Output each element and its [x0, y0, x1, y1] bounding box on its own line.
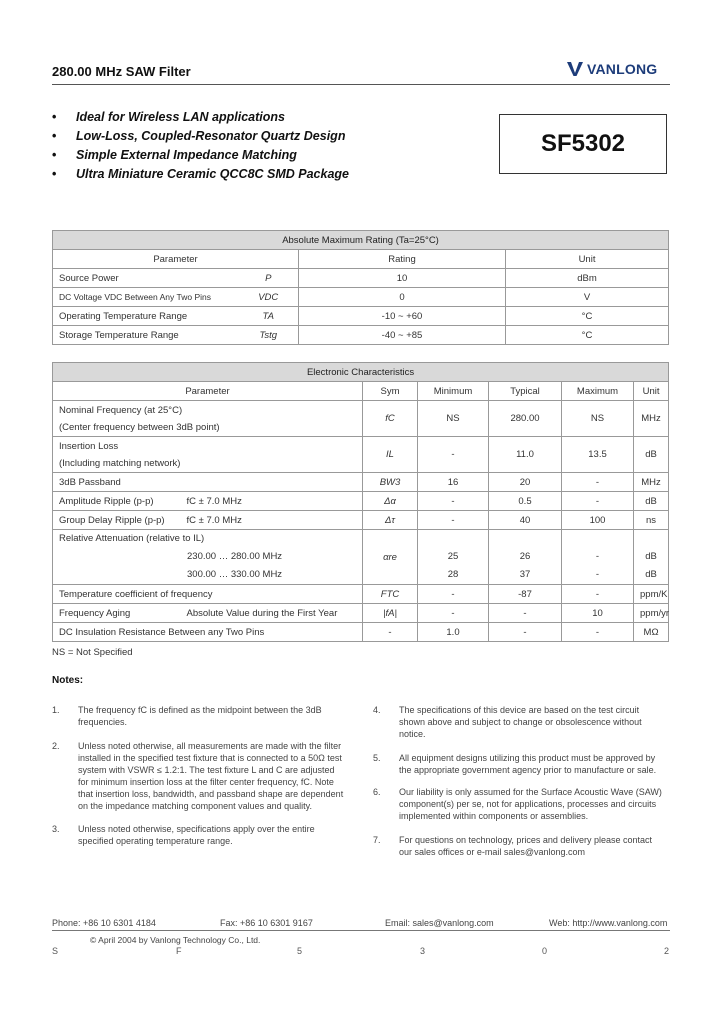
- col-header: Typical: [489, 382, 562, 401]
- note-item: 1. The frequency fC is defined as the midpoint between the 3dB frequencies.: [52, 705, 322, 727]
- table-row: Nominal Frequency (at 25°C) (Center frequency between 3dB point) fC NS 280.00 NS MHz: [53, 401, 669, 437]
- col-header: Parameter: [53, 382, 363, 401]
- col-header: Maximum: [562, 382, 634, 401]
- bullet-icon: •: [52, 110, 57, 124]
- note-item: 5. All equipment designs utilizing this product must be approved by the appropriate government agency prior to manufacture or sale.: [373, 753, 657, 775]
- note-item: 4. The specifications of this device are based on the test circuit shown above and subject to change or obsolescence without notice.: [373, 705, 642, 739]
- table-row: Relative Attenuation (relative to IL) 230.00 … 280.00 MHz 300.00 … 330.00 MHz αre 25 28 26 37 - - dB dB: [53, 530, 669, 585]
- footer-fax: Fax: +86 10 6301 9167: [220, 918, 313, 928]
- part-letter: 5: [297, 946, 303, 956]
- part-letter: 2: [664, 946, 670, 956]
- table-title: Absolute Maximum Rating (Ta=25°C): [53, 231, 669, 250]
- table-row: Operating Temperature Range TA -10 ~ +60 °C: [53, 307, 669, 326]
- table-row: Temperature coefficient of frequency FTC - -87 - ppm/K: [53, 585, 669, 604]
- vanlong-logo-icon: [566, 60, 584, 78]
- note-item: 7. For questions on technology, prices and delivery please contact our sales offices or e-mail sales@vanlong.com: [373, 835, 652, 857]
- table-title: Electronic Characteristics: [53, 363, 669, 382]
- footer-rule: [52, 930, 670, 931]
- table-row: Frequency Aging Absolute Value during the First Year |fA| - - 10 ppm/yr: [53, 604, 669, 623]
- ns-footnote: NS = Not Specified: [52, 647, 133, 658]
- col-header: Minimum: [418, 382, 489, 401]
- footer-web[interactable]: Web: http://www.vanlong.com: [549, 918, 668, 928]
- bullet-icon: •: [52, 148, 57, 162]
- note-item: 2. Unless noted otherwise, all measurements are made with the filter installed in the specified test fixture that is connected to a 50Ω test system with VSWR ≤ 1.2:1. The test fixture L and C are adjusted for minimum insertion loss at the filter center frequency, fC. Note that insertion loss, bandwidth, and passband shape are dependent on the impedance matching component values and quality.: [52, 741, 344, 811]
- notes-heading: Notes:: [52, 675, 84, 686]
- page-title: 280.00 MHz SAW Filter: [52, 64, 191, 79]
- part-letter: 3: [420, 946, 426, 956]
- table-row: DC Voltage VDC Between Any Two Pins VDC 0 V: [53, 288, 669, 307]
- table-row: Amplitude Ripple (p-p) fC ± 7.0 MHz Δα - 0.5 - dB: [53, 492, 669, 511]
- part-number-box: SF5302: [499, 114, 667, 174]
- table-row: 3dB Passband BW3 16 20 - MHz: [53, 473, 669, 492]
- table-row: DC Insulation Resistance Between any Two Pins - 1.0 - - MΩ: [53, 623, 669, 642]
- feature-item: • Ultra Miniature Ceramic QCC8C SMD Package: [52, 165, 349, 184]
- abs-max-table: [52, 230, 669, 345]
- copyright: © April 2004 by Vanlong Technology Co., Ltd.: [90, 935, 261, 945]
- footer-phone: Phone: +86 10 6301 4184: [52, 918, 156, 928]
- feature-item: • Ideal for Wireless LAN applications: [52, 108, 349, 127]
- col-header: Unit: [634, 382, 669, 401]
- note-item: 6. Our liability is only assumed for the Surface Acoustic Wave (SAW) component(s) per se, not for applications, processes and circuits implemented within components or assemblies.: [373, 787, 662, 821]
- brand-logo: [566, 60, 657, 78]
- part-letter: 0: [542, 946, 548, 956]
- brand-name: VANLONG: [587, 61, 658, 77]
- col-header: Rating: [299, 250, 506, 269]
- bullet-icon: •: [52, 129, 57, 143]
- feature-item: • Low-Loss, Coupled-Resonator Quartz Design: [52, 127, 349, 146]
- bullet-icon: •: [52, 167, 57, 181]
- table-row: Insertion Loss (Including matching network) IL - 11.0 13.5 dB: [53, 437, 669, 473]
- part-letter: S: [52, 946, 59, 956]
- footer-email[interactable]: Email: sales@vanlong.com: [385, 918, 494, 928]
- electronic-table: [52, 362, 669, 642]
- feature-item: • Simple External Impedance Matching: [52, 146, 349, 165]
- table-row: Storage Temperature Range Tstg -40 ~ +85 °C: [53, 326, 669, 345]
- part-letter: F: [176, 946, 182, 956]
- col-header: Sym: [363, 382, 418, 401]
- table-row: Source Power P 10 dBm: [53, 269, 669, 288]
- col-header: Parameter: [53, 250, 299, 269]
- header-rule: [52, 84, 670, 85]
- note-item: 3. Unless noted otherwise, specifications apply over the entire specified operating temperature range.: [52, 824, 315, 846]
- table-row: Group Delay Ripple (p-p) fC ± 7.0 MHz Δτ - 40 100 ns: [53, 511, 669, 530]
- feature-list: [52, 108, 349, 184]
- col-header: Unit: [506, 250, 669, 269]
